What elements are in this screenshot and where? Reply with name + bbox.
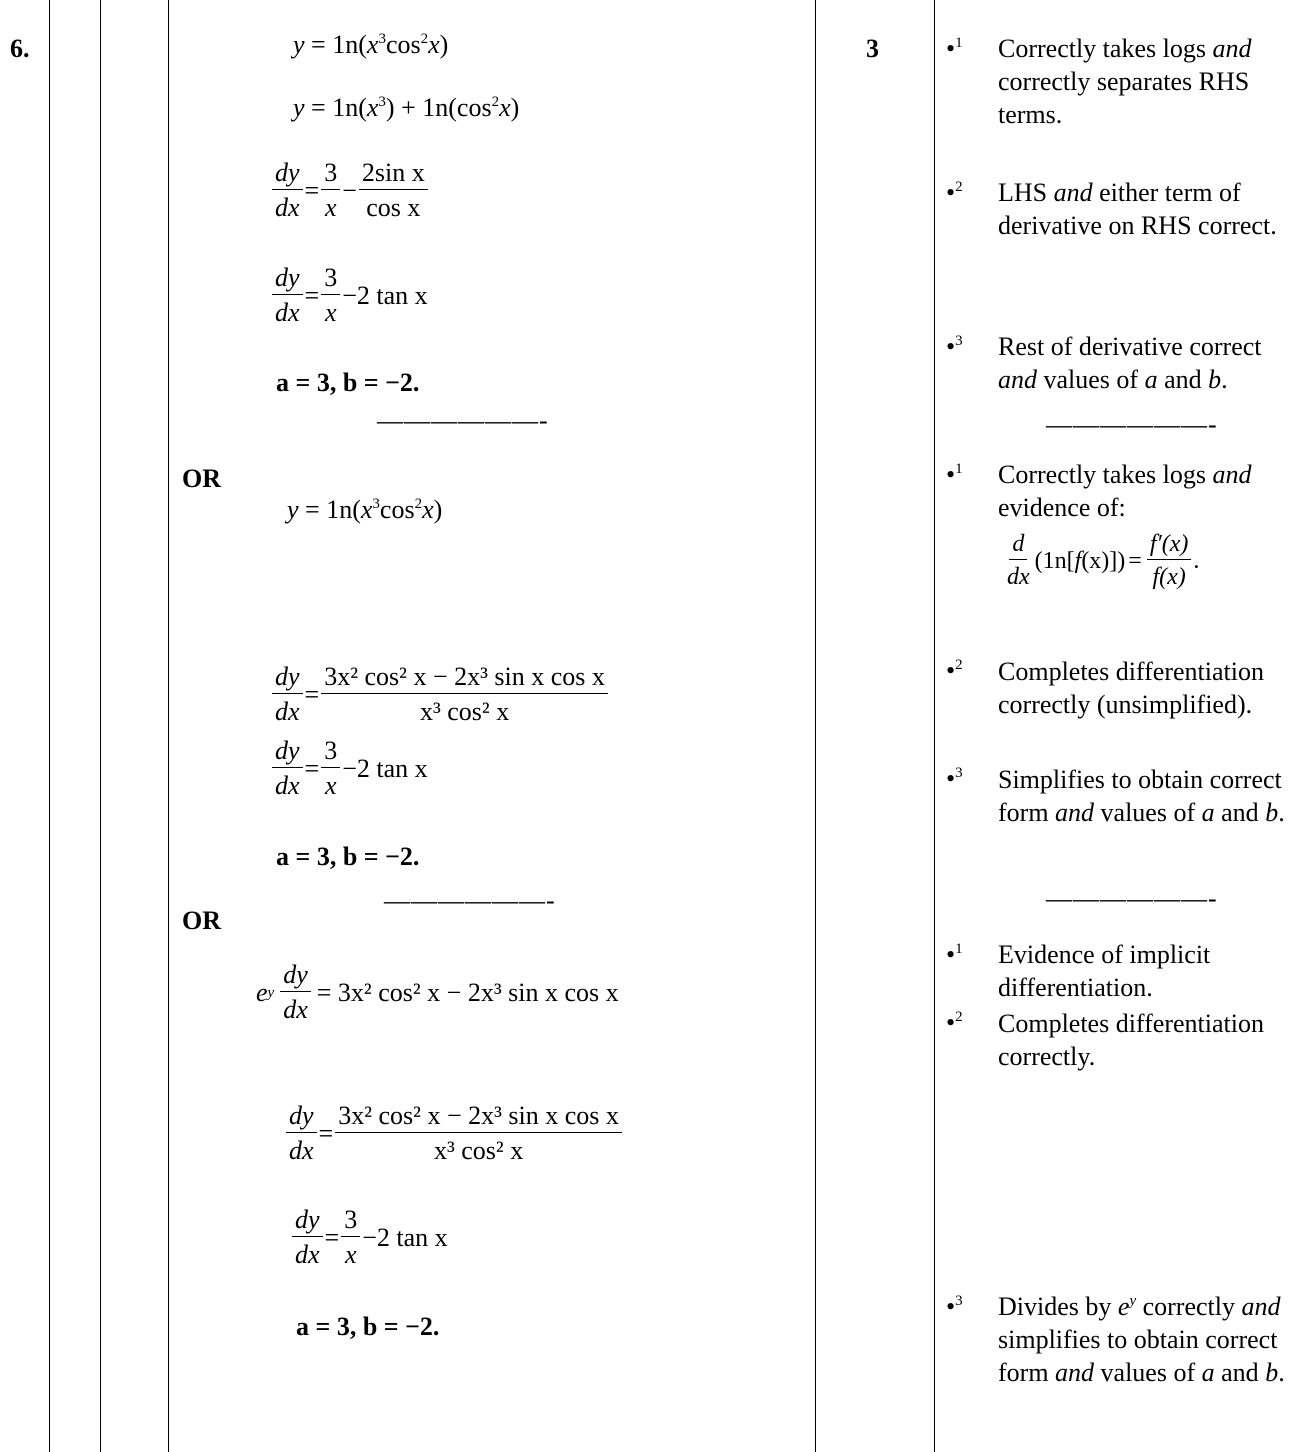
m1-line3	[270, 160, 430, 221]
criterion-marker: •$^3$	[946, 764, 963, 793]
criterion-text: Completes differentiation correctly (unsimplified).	[998, 657, 1264, 719]
m1-line2	[293, 95, 519, 121]
formula-dot: .	[1193, 547, 1200, 574]
eq: =	[304, 679, 320, 709]
frac-den: x³ cos² x	[419, 697, 510, 726]
m1-x: x	[366, 30, 379, 59]
frac-num: 3	[321, 160, 340, 190]
criterion-marker: •$^2$	[946, 1008, 963, 1037]
frac-num: 3	[321, 738, 340, 768]
m1-close: )	[439, 30, 449, 59]
dx-den: dx	[275, 298, 300, 327]
m1l2-pow2: 2	[491, 94, 500, 110]
eq: =	[304, 175, 320, 205]
dx-den: dx	[275, 193, 300, 222]
frac-den: x	[344, 1240, 357, 1269]
criterion-marker: •$^3$	[946, 1292, 963, 1321]
separator-1: ——————-	[377, 406, 549, 435]
m1-x2: x	[428, 30, 440, 59]
m2-pow2: 2	[414, 496, 423, 512]
formula-eq: =	[1128, 547, 1142, 574]
m1-eq: =	[311, 30, 326, 59]
eq: =	[304, 280, 320, 310]
or-label-2: OR	[182, 906, 221, 935]
formula-dx: dx	[1007, 564, 1030, 590]
frac-num: 3x² cos² x − 2x³ sin x cos x	[335, 1103, 622, 1133]
m1-pow3: 3	[378, 31, 386, 47]
m1-var-y: y	[293, 30, 305, 59]
m3-line3	[290, 1207, 448, 1268]
m1l2-y: y	[293, 93, 305, 122]
m3-line1: e y $\frac{dy}{dx}$ = 3x² cos² x − 2x³ sin x cos x	[256, 960, 619, 1024]
criterion-text: Divides by $e^y$ correctly and simplifies to obtain correct form and values of a and b.	[998, 1292, 1285, 1387]
dy-num: dy	[280, 962, 311, 992]
minus: −	[342, 175, 357, 205]
criterion-text: Simplifies to obtain correct form and values of a and b.	[998, 765, 1285, 827]
formula-d: d	[1009, 532, 1027, 560]
frac-num: 2sin x	[359, 160, 428, 190]
criterion-marker: •$^3$	[946, 332, 963, 361]
m2-line1	[287, 497, 442, 523]
m2-line3	[270, 738, 428, 799]
m1l2-x: x	[366, 93, 379, 122]
m1l2-f: )	[510, 93, 520, 122]
criterion-marker: •$^2$	[946, 178, 963, 207]
m2-answer: a = 3, b = −2.	[276, 842, 420, 871]
frac-num: 3	[341, 1207, 360, 1237]
table-border	[168, 0, 169, 1452]
m1-line1	[293, 32, 448, 58]
formula-f: f	[1074, 547, 1082, 574]
m2-y: y	[287, 495, 299, 524]
separator-2: ——————-	[384, 886, 556, 915]
formula-close: ])	[1109, 547, 1126, 574]
or-label-1: OR	[182, 464, 221, 493]
m1-line4	[270, 265, 428, 326]
m1l2-x2: x	[499, 93, 511, 122]
dx-den: dx	[283, 995, 308, 1024]
m1l2-b: = 1n(	[304, 93, 367, 122]
m1l2-pow3: 3	[378, 94, 386, 110]
m3-e: e	[256, 977, 268, 1007]
table-border	[49, 0, 50, 1452]
eq: =	[304, 753, 320, 783]
dy-num: dy	[272, 738, 303, 768]
criterion-text: Evidence of implicit differentiation.	[998, 940, 1211, 1002]
m2-pow3: 3	[372, 496, 380, 512]
formula-den: f(x)	[1152, 564, 1186, 590]
log-derivative-formula	[1002, 532, 1199, 589]
criterion-text: Completes differentiation correctly.	[998, 1009, 1264, 1071]
question-number: 6.	[10, 34, 30, 63]
m2-x2: x	[422, 495, 434, 524]
eq: =	[318, 1118, 334, 1148]
frac-den: cos x	[366, 193, 421, 222]
criterion-marker: •$^1$	[946, 460, 963, 489]
table-border	[934, 0, 935, 1452]
frac-den: x	[324, 193, 337, 222]
criterion-text: LHS and either term of derivative on RHS correct.	[998, 178, 1277, 240]
m2-x: x	[360, 495, 373, 524]
criterion-text: Rest of derivative correct and values of a and b.	[998, 332, 1262, 394]
rest: −2 tan x	[342, 753, 428, 783]
frac-den: x	[324, 298, 337, 327]
criterion-marker: •$^2$	[946, 656, 963, 685]
m1-answer: a = 3, b = −2.	[276, 368, 420, 397]
frac-den: x³ cos² x	[433, 1136, 524, 1165]
criterion-text: Correctly takes logs and evidence of:	[998, 460, 1252, 522]
criteria-separator-2: ——————-	[1046, 884, 1218, 913]
m2-rest: = 1n(	[298, 495, 361, 524]
m1-ln: 1n(	[332, 30, 367, 59]
dx-den: dx	[289, 1136, 314, 1165]
dy-num: dy	[286, 1103, 317, 1133]
rest: = 3x² cos² x − 2x³ sin x cos x	[316, 977, 619, 1007]
criterion-text: Correctly takes logs and correctly separates RHS terms.	[998, 34, 1252, 129]
table-border	[100, 0, 101, 1452]
criterion-marker: •$^1$	[946, 940, 963, 969]
m2-close: )	[433, 495, 443, 524]
dy-num: dy	[272, 160, 303, 190]
dy-num: dy	[272, 664, 303, 694]
m1l2-d: ) + 1n(cos	[385, 93, 492, 122]
rest: −2 tan x	[362, 1222, 448, 1252]
formula-x: (x)	[1081, 547, 1110, 574]
dy-num: dy	[292, 1207, 323, 1237]
formula-ln: (1n[	[1034, 547, 1075, 574]
frac-den: x	[324, 771, 337, 800]
criterion-marker: •$^1$	[946, 34, 963, 63]
frac-num: 3x² cos² x − 2x³ sin x cos x	[321, 664, 608, 694]
dx-den: dx	[275, 697, 300, 726]
dx-den: dx	[275, 771, 300, 800]
m2-line2	[270, 664, 610, 725]
dx-den: dx	[295, 1240, 320, 1269]
m3-answer: a = 3, b = −2.	[296, 1312, 440, 1341]
dy-num: dy	[272, 265, 303, 295]
criteria-separator-1: ——————-	[1046, 410, 1218, 439]
eq: =	[324, 1222, 340, 1252]
rest: −2 tan x	[342, 280, 428, 310]
m1-pow2: 2	[420, 31, 429, 47]
m3-line2	[284, 1103, 624, 1164]
marks-value: 3	[866, 34, 879, 63]
table-border	[815, 0, 816, 1452]
frac-num: 3	[321, 265, 340, 295]
m1-cos: cos	[385, 30, 421, 59]
m2-cos: cos	[379, 495, 415, 524]
formula-num: f′(x)	[1147, 532, 1192, 560]
